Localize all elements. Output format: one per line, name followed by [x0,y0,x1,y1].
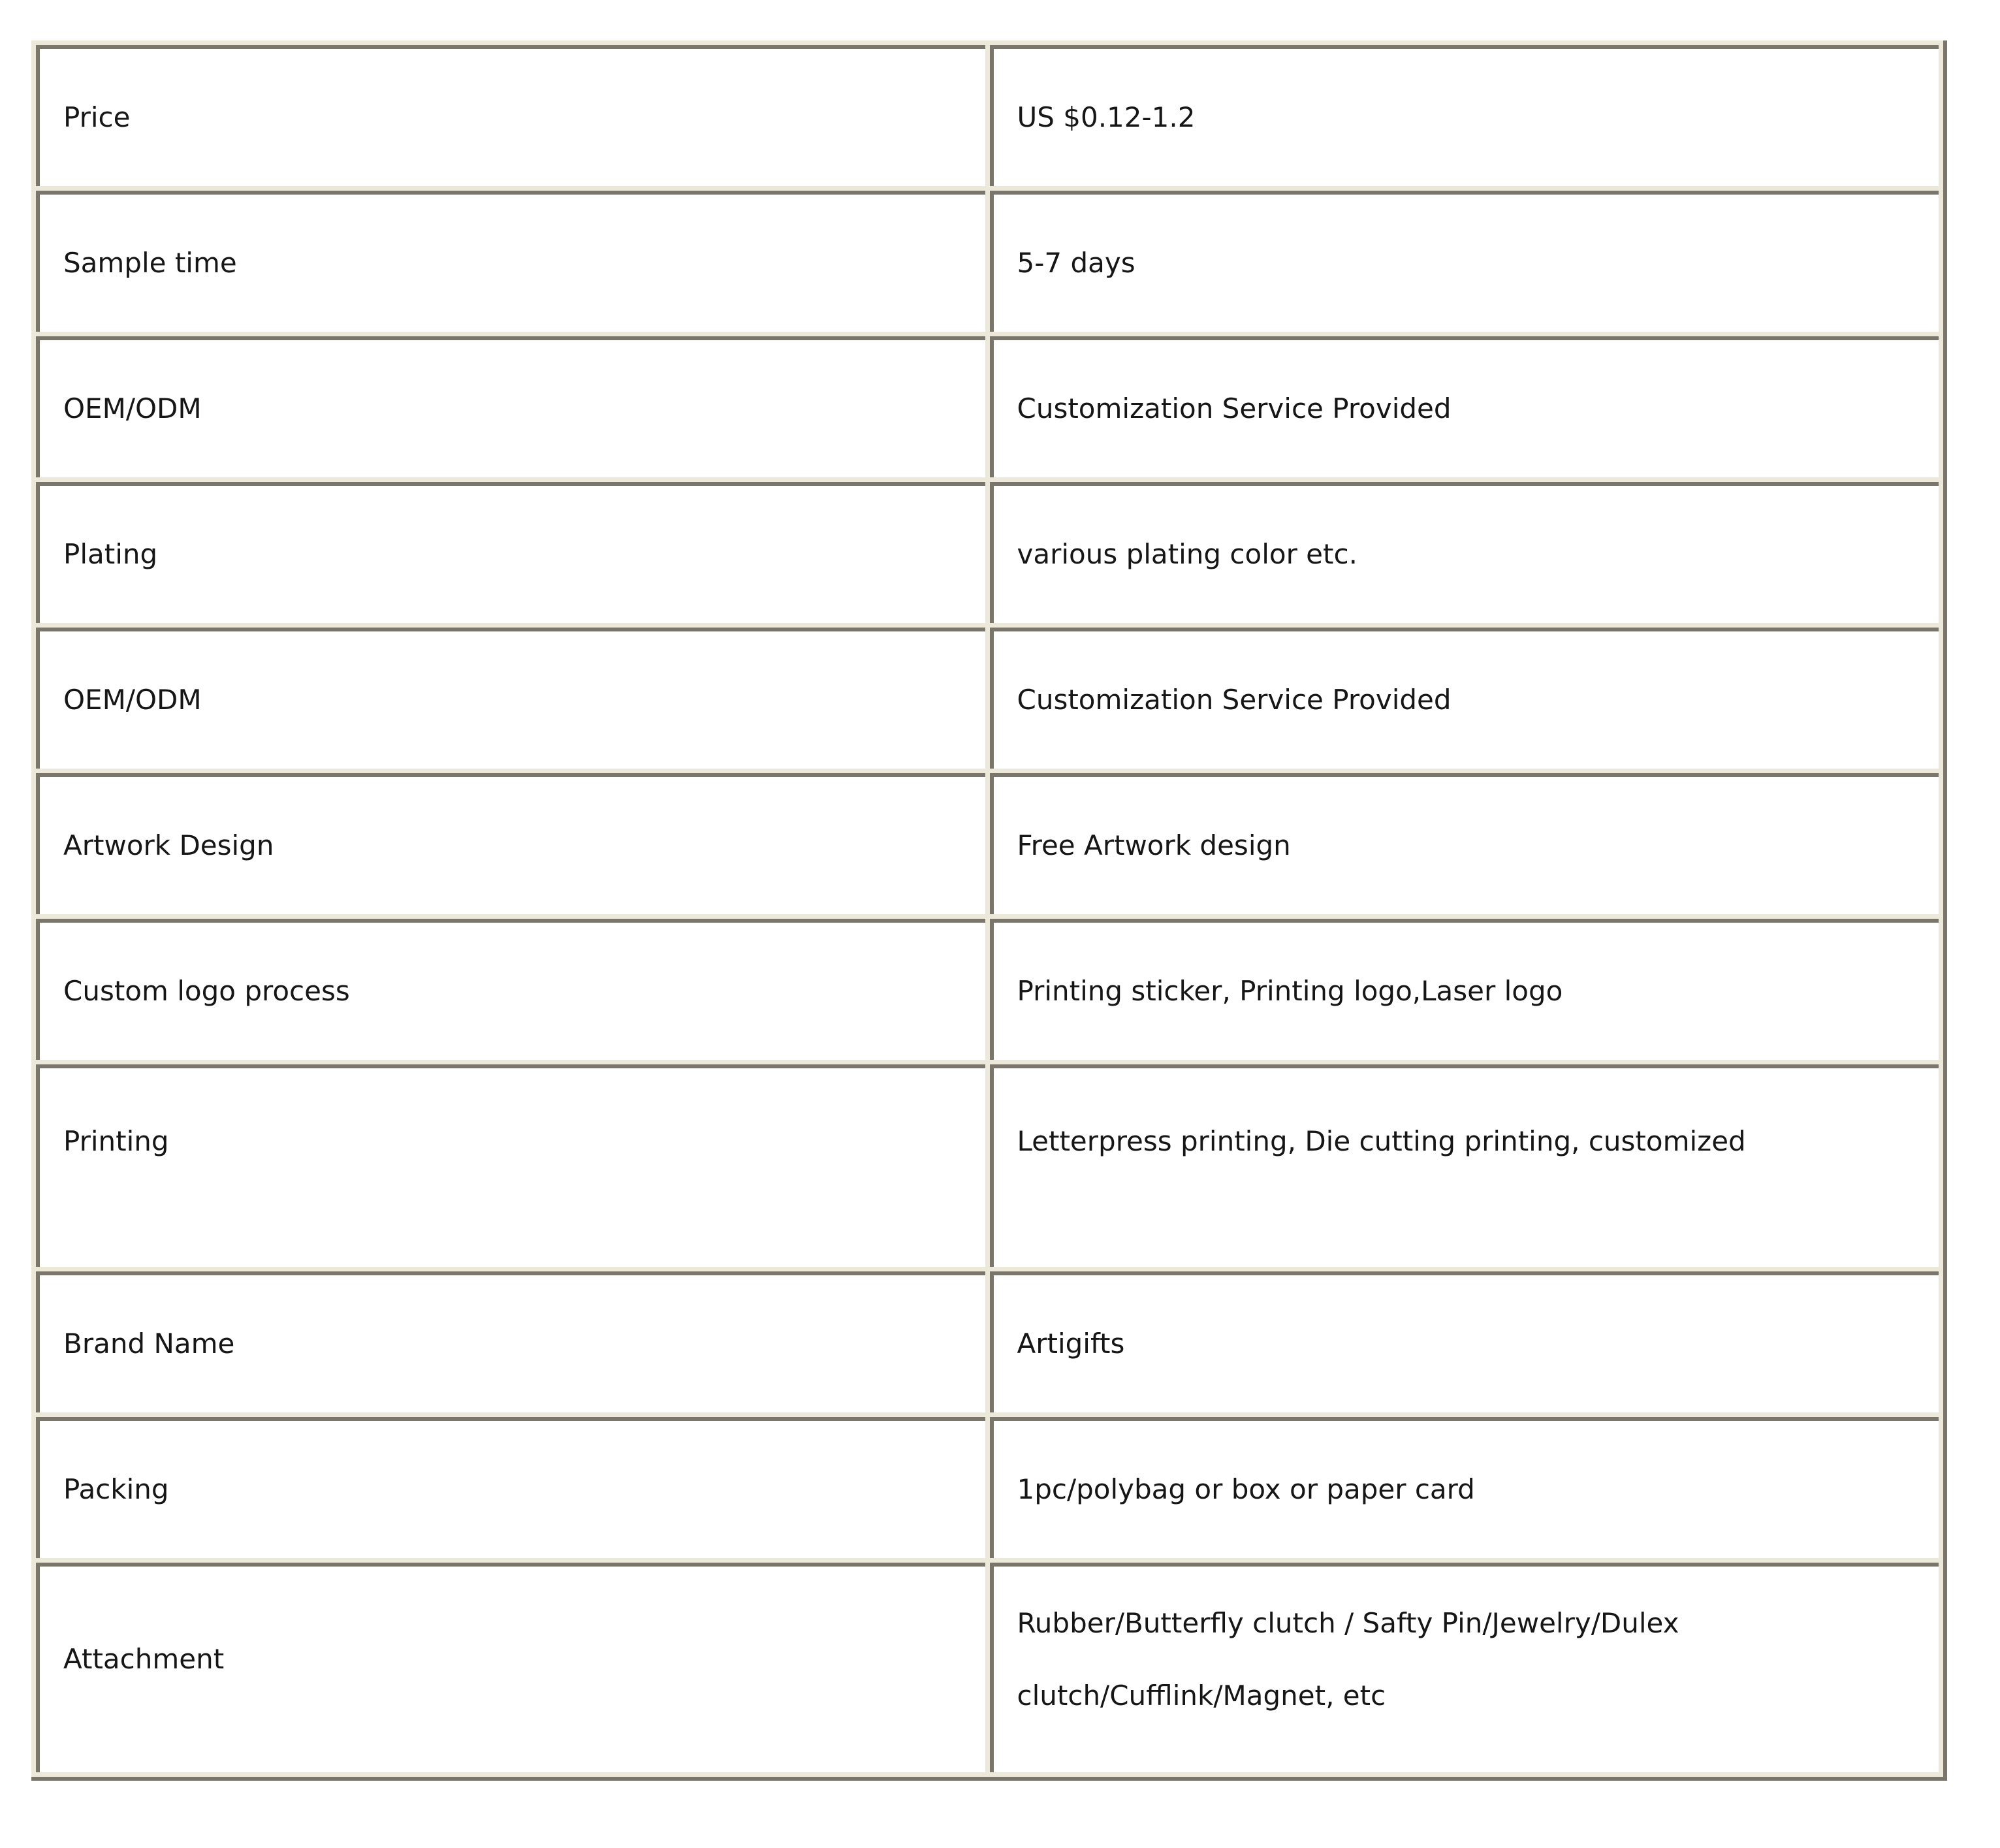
table-row [36,1271,1939,1412]
table-row [36,45,1939,186]
table-row [36,1563,1939,1772]
product-specs-table [31,40,1947,1781]
spec-value: Free Artwork design [1017,829,1291,861]
spec-label: Custom logo process [63,974,350,1007]
table-row [36,482,1939,623]
spec-value: Artigifts [1017,1327,1125,1360]
spec-label-cell [36,1417,985,1558]
spec-value: 1pc/polybag or box or paper card [1017,1473,1475,1505]
spec-label-cell [36,1064,985,1267]
table-row [36,336,1939,477]
spec-value: various plating color etc. [1017,537,1357,570]
spec-value-cell [990,1563,1939,1772]
spec-label-cell [36,628,985,769]
spec-value-cell [990,336,1939,477]
spec-label-cell [36,45,985,186]
spec-value-cell [990,191,1939,332]
spec-label: Plating [63,537,158,570]
spec-label: Attachment [63,1643,225,1676]
spec-label-cell [36,336,985,477]
spec-value-line-1: Rubber/Butterfly clutch / Safty Pin/Jewelry/Dulex [1017,1607,1679,1639]
spec-label: Price [63,101,131,133]
spec-label-cell [36,1563,985,1772]
spec-label: Packing [63,1473,169,1505]
spec-label: Artwork Design [63,829,274,861]
spec-label-cell [36,191,985,332]
spec-label: OEM/ODM [63,683,202,716]
spec-label: Sample time [63,246,237,279]
table-row [36,773,1939,914]
spec-label: Printing [63,1124,169,1157]
spec-value-line-2: clutch/Cufflink/Magnet, etc [1017,1679,1386,1712]
spec-value-cell [990,482,1939,623]
spec-value-cell [990,1271,1939,1412]
spec-value: Customization Service Provided [1017,392,1452,424]
spec-value: 5-7 days [1017,246,1135,279]
spec-value: US $0.12-1.2 [1017,101,1196,133]
table-row [36,1064,1939,1267]
spec-value-cell [990,45,1939,186]
table-row [36,191,1939,332]
spec-label-cell [36,773,985,914]
spec-value-cell [990,1417,1939,1558]
spec-value-cell [990,628,1939,769]
spec-label-cell [36,1271,985,1412]
spec-value: Letterpress printing, Die cutting printing, customized [1017,1124,1746,1157]
spec-value-cell [990,1064,1939,1267]
table-row [36,1417,1939,1558]
spec-label: Brand Name [63,1327,235,1360]
spec-value-cell [990,919,1939,1060]
spec-value: Printing sticker, Printing logo,Laser logo [1017,974,1563,1007]
spec-value-cell [990,773,1939,914]
spec-value: Customization Service Provided [1017,683,1452,716]
table-row [36,919,1939,1060]
spec-label-cell [36,919,985,1060]
spec-label-cell [36,482,985,623]
spec-label: OEM/ODM [63,392,202,424]
table-row [36,628,1939,769]
